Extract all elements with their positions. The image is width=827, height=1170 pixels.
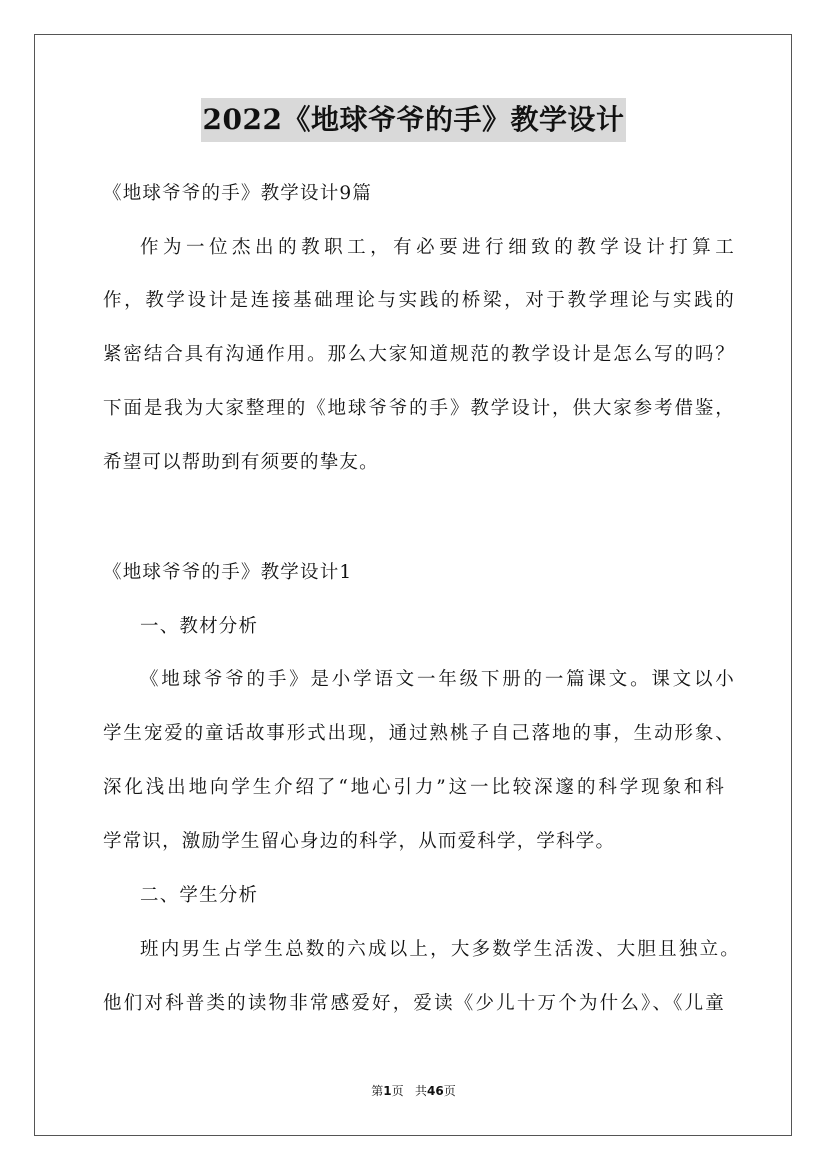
- footer-page-mid: 页 共: [391, 1084, 428, 1098]
- part1-line-3: 深化浅出地向学生介绍了“地心引力”这一比较深邃的科学现象和科: [103, 777, 725, 798]
- footer-total-pages: 46: [427, 1084, 444, 1098]
- part1-heading: 一、教材分析: [140, 616, 259, 637]
- footer-current-page: 1: [383, 1084, 392, 1098]
- part2-line-2: 他们对科普类的读物非常感爱好，爱读《少儿十万个为什么》、《儿童: [103, 993, 725, 1014]
- footer-page-prefix: 第: [371, 1084, 384, 1098]
- title-container: [0, 98, 827, 142]
- part1-line-1: 《地球爷爷的手》是小学语文一年级下册的一篇课文。课文以小: [140, 669, 735, 690]
- intro-line-1: 作为一位杰出的教职工，有必要进行细致的教学设计打算工: [140, 237, 735, 258]
- intro-line-2: 作，教学设计是连接基础理论与实践的桥梁，对于教学理论与实践的: [103, 290, 735, 311]
- document-subtitle: 《地球爷爷的手》教学设计9篇: [103, 183, 373, 204]
- intro-line-4: 下面是我为大家整理的《地球爷爷的手》教学设计，供大家参考借鉴，: [103, 398, 735, 419]
- page-footer: [0, 1083, 827, 1099]
- part1-line-2: 学生宠爱的童话故事形式出现，通过熟桃子自己落地的事，生动形象、: [103, 723, 735, 744]
- part2-heading: 二、学生分析: [140, 885, 259, 906]
- part1-line-4: 学常识，激励学生留心身边的科学，从而爱科学，学科学。: [103, 831, 616, 852]
- section1-heading: 《地球爷爷的手》教学设计1: [103, 562, 353, 583]
- part2-line-1: 班内男生占学生总数的六成以上，大多数学生活泼、大胆且独立。: [140, 939, 740, 960]
- intro-line-3: 紧密结合具有沟通作用。那么大家知道规范的教学设计是怎么写的吗？: [103, 344, 735, 365]
- intro-line-5: 希望可以帮助到有须要的挚友。: [103, 452, 379, 473]
- document-title: 2022《地球爷爷的手》教学设计: [201, 98, 627, 142]
- footer-page-suffix: 页: [443, 1084, 456, 1098]
